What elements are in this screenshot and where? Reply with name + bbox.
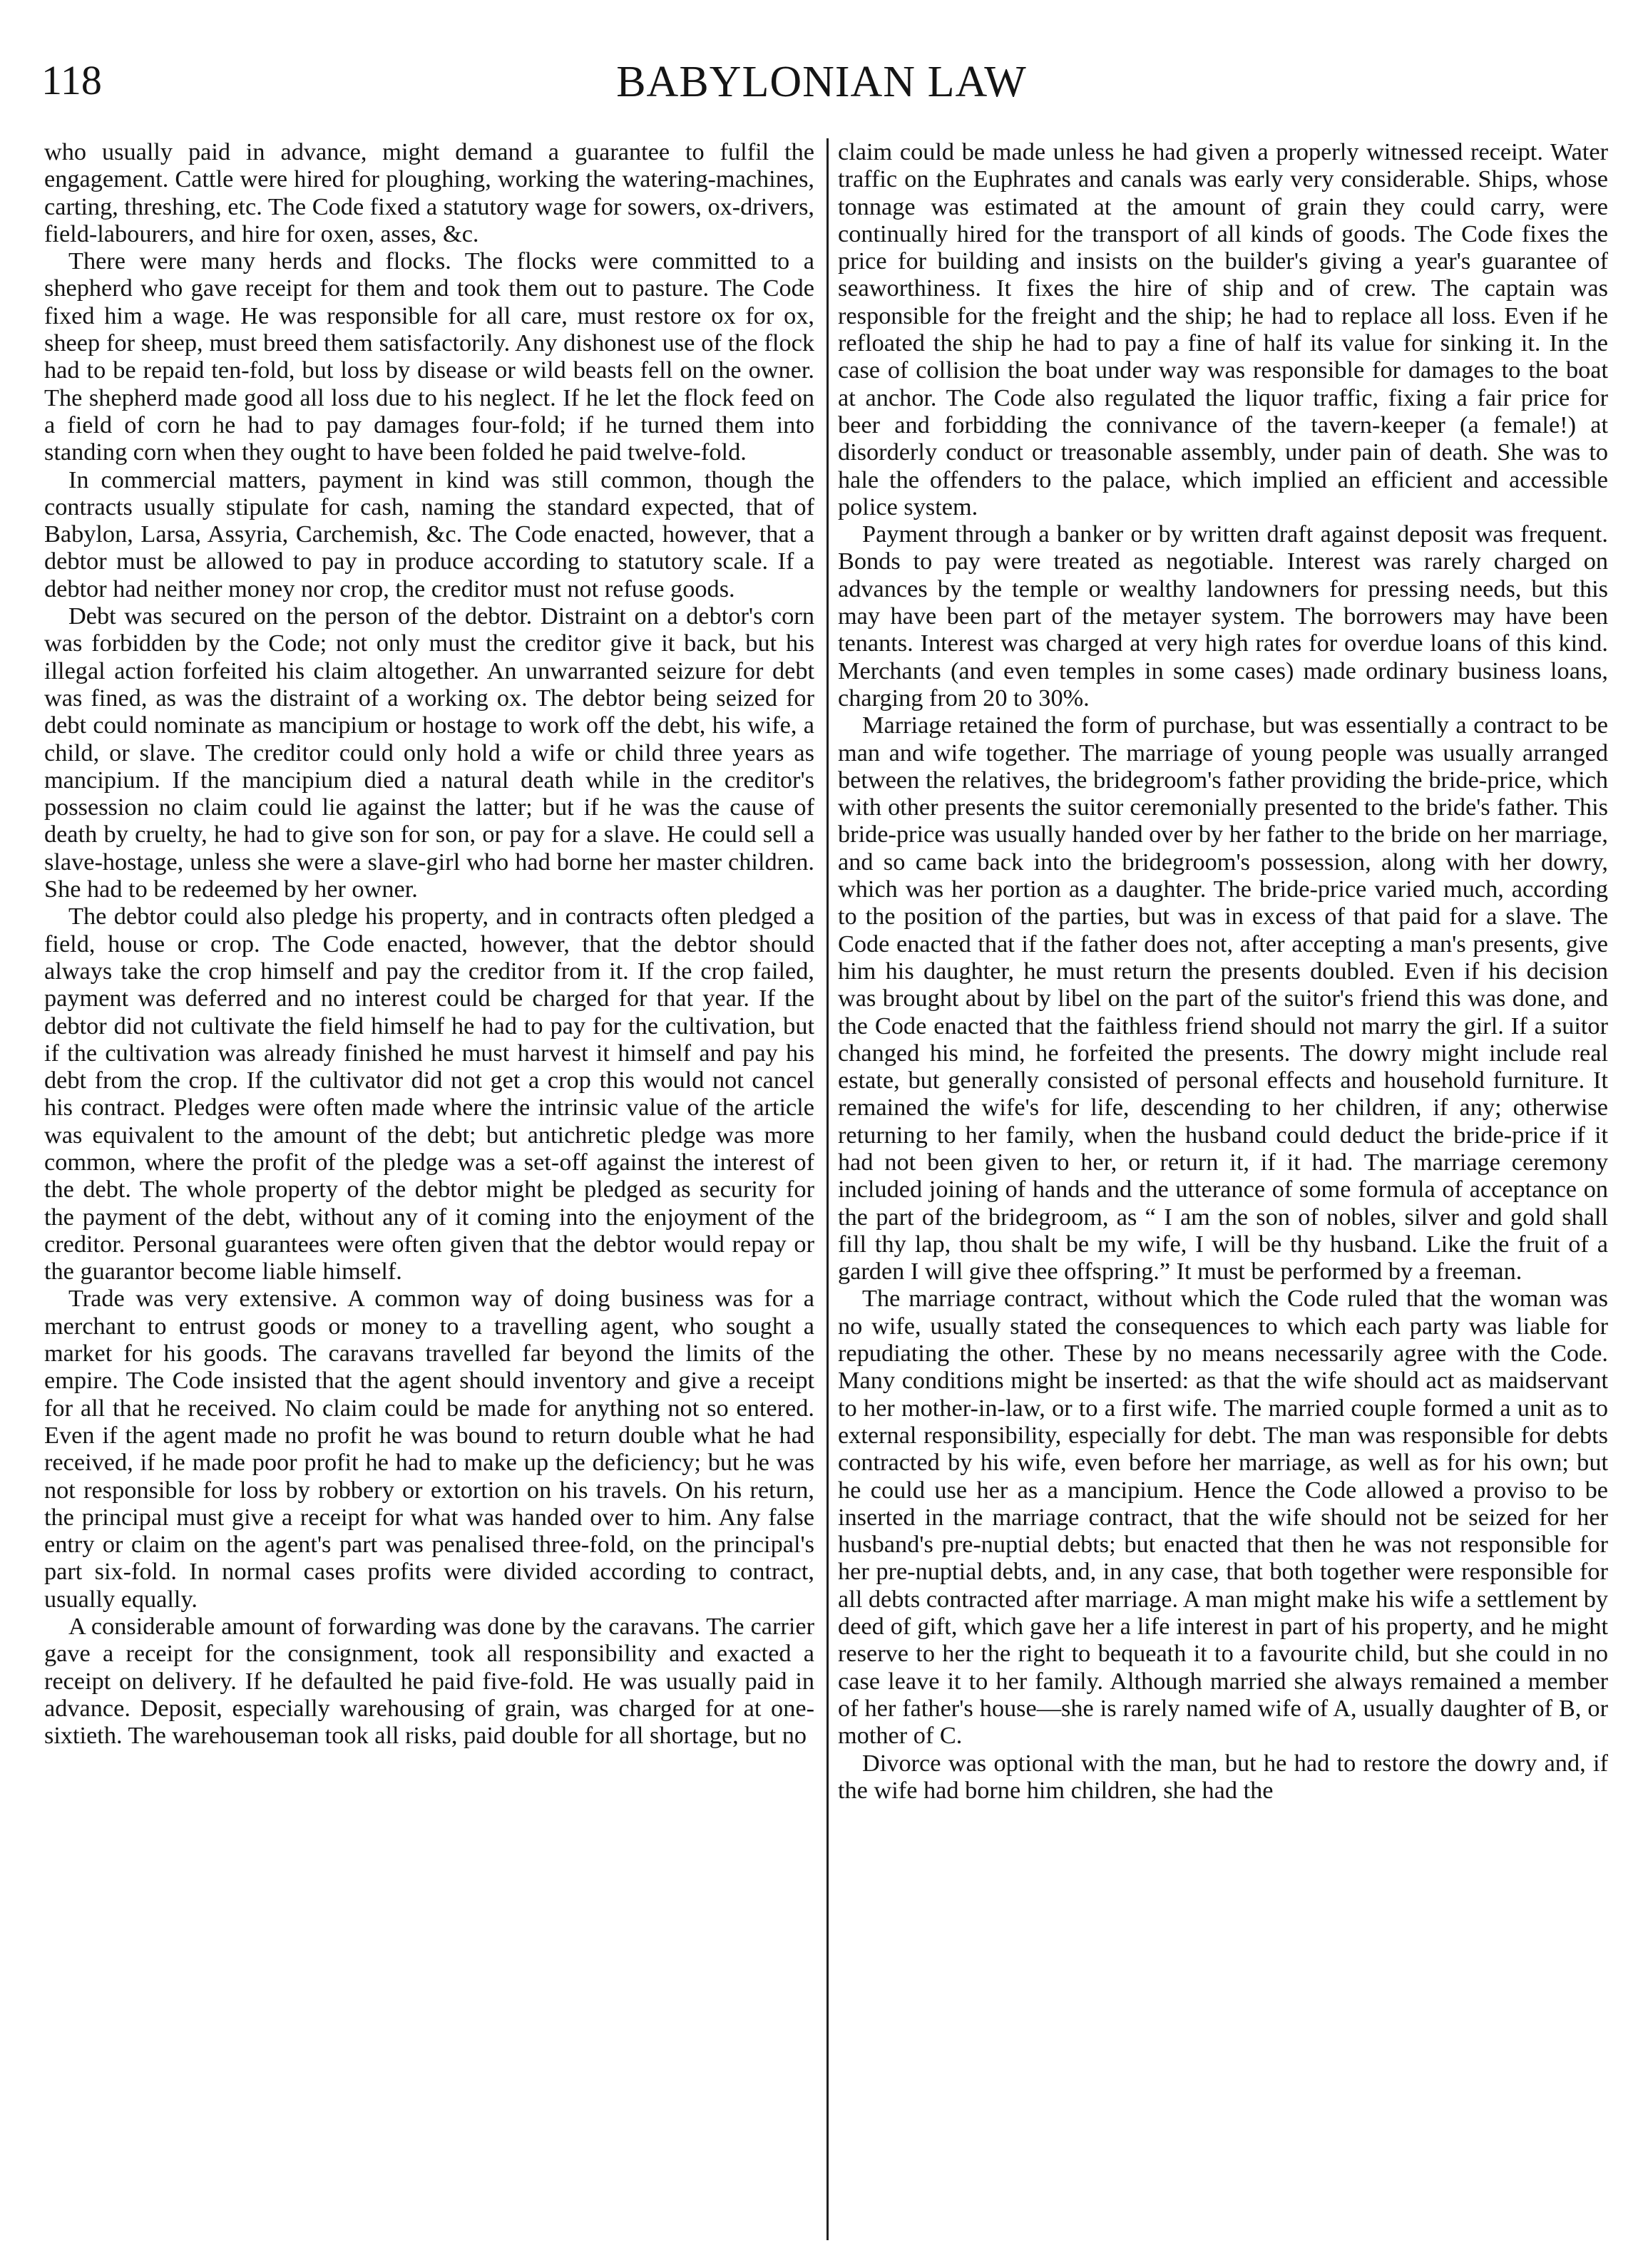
left-paragraph-7: A considerable amount of forwarding was done by the caravans. The carrier gave a receipt for the consignment, took all responsibility and exacted a receipt on delivery. If he defaulted he paid five-fold. He was usually paid in advance. Deposit, especially warehousing of grain, was charged for at one-sixtieth. The warehouseman took all risks, paid double for all shortage, but no xyxy=(44,1613,814,1750)
left-column xyxy=(44,138,814,2242)
right-paragraph-2: Payment through a banker or by written draft against deposit was frequent. Bonds to pay were treated as negotiable. Interest was rarely charged on advances by the temple or wealthy landowners for pressing needs, but this may have been part of the metayer system. The borrowers may have been tenants. Interest was charged at very high rates for overdue loans of this kind. Merchants (and even temples in some cases) made ordinary business loans, charging from 20 to 30%. xyxy=(838,520,1608,712)
right-column xyxy=(838,138,1608,2242)
left-paragraph-3: In commercial matters, payment in kind was still common, though the contracts usually stipulate for cash, naming the standard expected, that of Babylon, Larsa, Assyria, Carchemish, &c. The Code enacted, however, that a debtor must be allowed to pay in produce according to statutory scale. If a debtor had neither money nor crop, the creditor must not refuse goods. xyxy=(44,466,814,602)
left-paragraph-4: Debt was secured on the person of the debtor. Distraint on a debtor's corn was forbidden by the Code; not only must the creditor give it back, but his illegal action forfeited his claim altogether. An unwarranted seizure for debt was fined, as was the distraint of a working ox. The debtor being seized for debt could nominate as mancipium or hostage to work off the debt, his wife, a child, or slave. The creditor could only hold a wife or child three years as mancipium. If the mancipium died a natural death while in the creditor's possession no claim could lie against the latter; but if he was the cause of death by cruelty, he had to give son for son, or pay for a slave. He could sell a slave-hostage, unless she were a slave-girl who had borne her master children. She had to be redeemed by her owner. xyxy=(44,602,814,903)
left-paragraph-2: There were many herds and flocks. The flocks were committed to a shepherd who gave receipt for them and took them out to pasture. The Code fixed him a wage. He was responsible for all care, must restore ox for ox, sheep for sheep, must breed them satisfactorily. Any dishonest use of the flock had to be repaid ten-fold, but loss by disease or wild beasts fell on the owner. The shepherd made good all loss due to his neglect. If he let the flock feed on a field of corn he had to pay damages four-fold; if he turned them into standing corn when they ought to have been folded he paid twelve-fold. xyxy=(44,247,814,466)
right-paragraph-3: Marriage retained the form of purchase, but was essentially a contract to be man and wife together. The marriage of young people was usually arranged between the relatives, the bridegroom's father providing the bride-price, which with other presents the suitor ceremonially presented to the bride's father. This bride-price was usually handed over by her father to the bride on her marriage, and so came back into the bridegroom's possession, along with her dowry, which was her portion as a daughter. The bride-price varied much, according to the position of the parties, but was in excess of that paid for a slave. The Code enacted that if the father does not, after accepting a man's presents, give him his daughter, he must return the presents doubled. Even if his decision was brought about by libel on the part of the suitor's friend this was done, and the Code enacted that the faithless friend should not marry the girl. If a suitor changed his mind, he forfeited the presents. The dowry might include real estate, but generally consisted of personal effects and household furniture. It remained the wife's for life, descending to her children, if any; otherwise returning to her family, when the husband could deduct the bride-price if it had not been given to her, or return it, if it had. The marriage ceremony included joining of hands and the utterance of some formula of acceptance on the part of the bridegroom, as “ I am the son of nobles, silver and gold shall fill thy lap, thou shalt be my wife, I will be thy husband. Like the fruit of a garden I will give thee offspring.” It must be performed by a freeman. xyxy=(838,712,1608,1286)
right-paragraph-1: claim could be made unless he had given a properly witnessed receipt. Water traffic on the Euphrates and canals was early very considerable. Ships, whose tonnage was estimated at the amount of grain they could carry, were continually hired for the transport of all kinds of goods. The Code fixes the price for building and insists on the builder's giving a year's guarantee of seaworthiness. It fixes the hire of ship and of crew. The captain was responsible for the freight and the ship; he had to replace all loss. Even if he refloated the ship he had to pay a fine of half its value for sinking it. In the case of collision the boat under way was responsible for damages to the boat at anchor. The Code also regulated the liquor traffic, fixing a fair price for beer and forbidding the connivance of the tavern-keeper (a female!) at disorderly conduct or treasonable assembly, under pain of death. She was to hale the offenders to the palace, which implied an efficient and accessible police system. xyxy=(838,138,1608,520)
left-paragraph-6: Trade was very extensive. A common way of doing business was for a merchant to entrust goods or money to a travelling agent, who sought a market for his goods. The caravans travelled far beyond the limits of the empire. The Code insisted that the agent should inventory and give a receipt for all that he received. No claim could be made for anything not so entered. Even if the agent made no profit he was bound to return double what he had received, if he made poor profit he had to make up the deficiency; but he was not responsible for loss by robbery or extortion on his travels. On his return, the principal must give a receipt for what was handed over to him. Any false entry or claim on the agent's part was penalised three-fold, on the principal's part six-fold. In normal cases profits were divided according to contract, usually equally. xyxy=(44,1285,814,1613)
right-paragraph-4: The marriage contract, without which the Code ruled that the woman was no wife, usually stated the consequences to which each party was liable for repudiating the other. These by no means necessarily agree with the Code. Many conditions might be inserted: as that the wife should act as maidservant to her mother-in-law, or to a first wife. The married couple formed a unit as to external responsibility, especially for debt. The man was responsible for debts contracted by his wife, even before her marriage, as well as for his own; but he could use her as a mancipium. Hence the Code allowed a proviso to be inserted in the marriage contract, that the wife should not be seized for her husband's pre-nuptial debts; but enacted that then he was not responsible for her pre-nuptial debts, and, in any case, that both together were responsible for all debts contracted after marriage. A man might make his wife a settlement by deed of gift, which gave her a life interest in part of his property, and he might reserve to her the right to bequeath it to a favourite child, but she could in no case leave it to her family. Although married she always remained a member of her father's house—she is rarely named wife of A, usually daughter of B, or mother of C. xyxy=(838,1285,1608,1750)
page-number: 118 xyxy=(41,57,102,103)
right-paragraph-5: Divorce was optional with the man, but he had to restore the dowry and, if the wife had borne him children, she had the xyxy=(838,1749,1608,1804)
column-divider xyxy=(826,138,829,2240)
running-title: BABYLONIAN LAW xyxy=(616,58,1027,106)
left-paragraph-5: The debtor could also pledge his property, and in contracts often pledged a field, house or crop. The Code enacted, however, that the debtor should always take the crop himself and pay the creditor from it. If the crop failed, payment was deferred and no interest could be charged for that year. If the debtor did not cultivate the field himself he had to pay for the cultivation, but if the cultivation was already finished he must harvest it himself and pay his debt from the crop. If the cultivator did not get a crop this would not cancel his contract. Pledges were often made where the intrinsic value of the article was equivalent to the amount of the debt; but antichretic pledge was more common, where the profit of the pledge was a set-off against the interest of the debt. The whole property of the debtor might be pledged as security for the payment of the debt, without any of it coming into the enjoyment of the creditor. Personal guarantees were often given that the debtor would repay or the guarantor become liable himself. xyxy=(44,903,814,1286)
left-paragraph-1: who usually paid in advance, might demand a guarantee to fulfil the engagement. Cattle were hired for ploughing, working the watering-machines, carting, threshing, etc. The Code fixed a statutory wage for sowers, ox-drivers, field-labourers, and hire for oxen, asses, &c. xyxy=(44,138,814,247)
